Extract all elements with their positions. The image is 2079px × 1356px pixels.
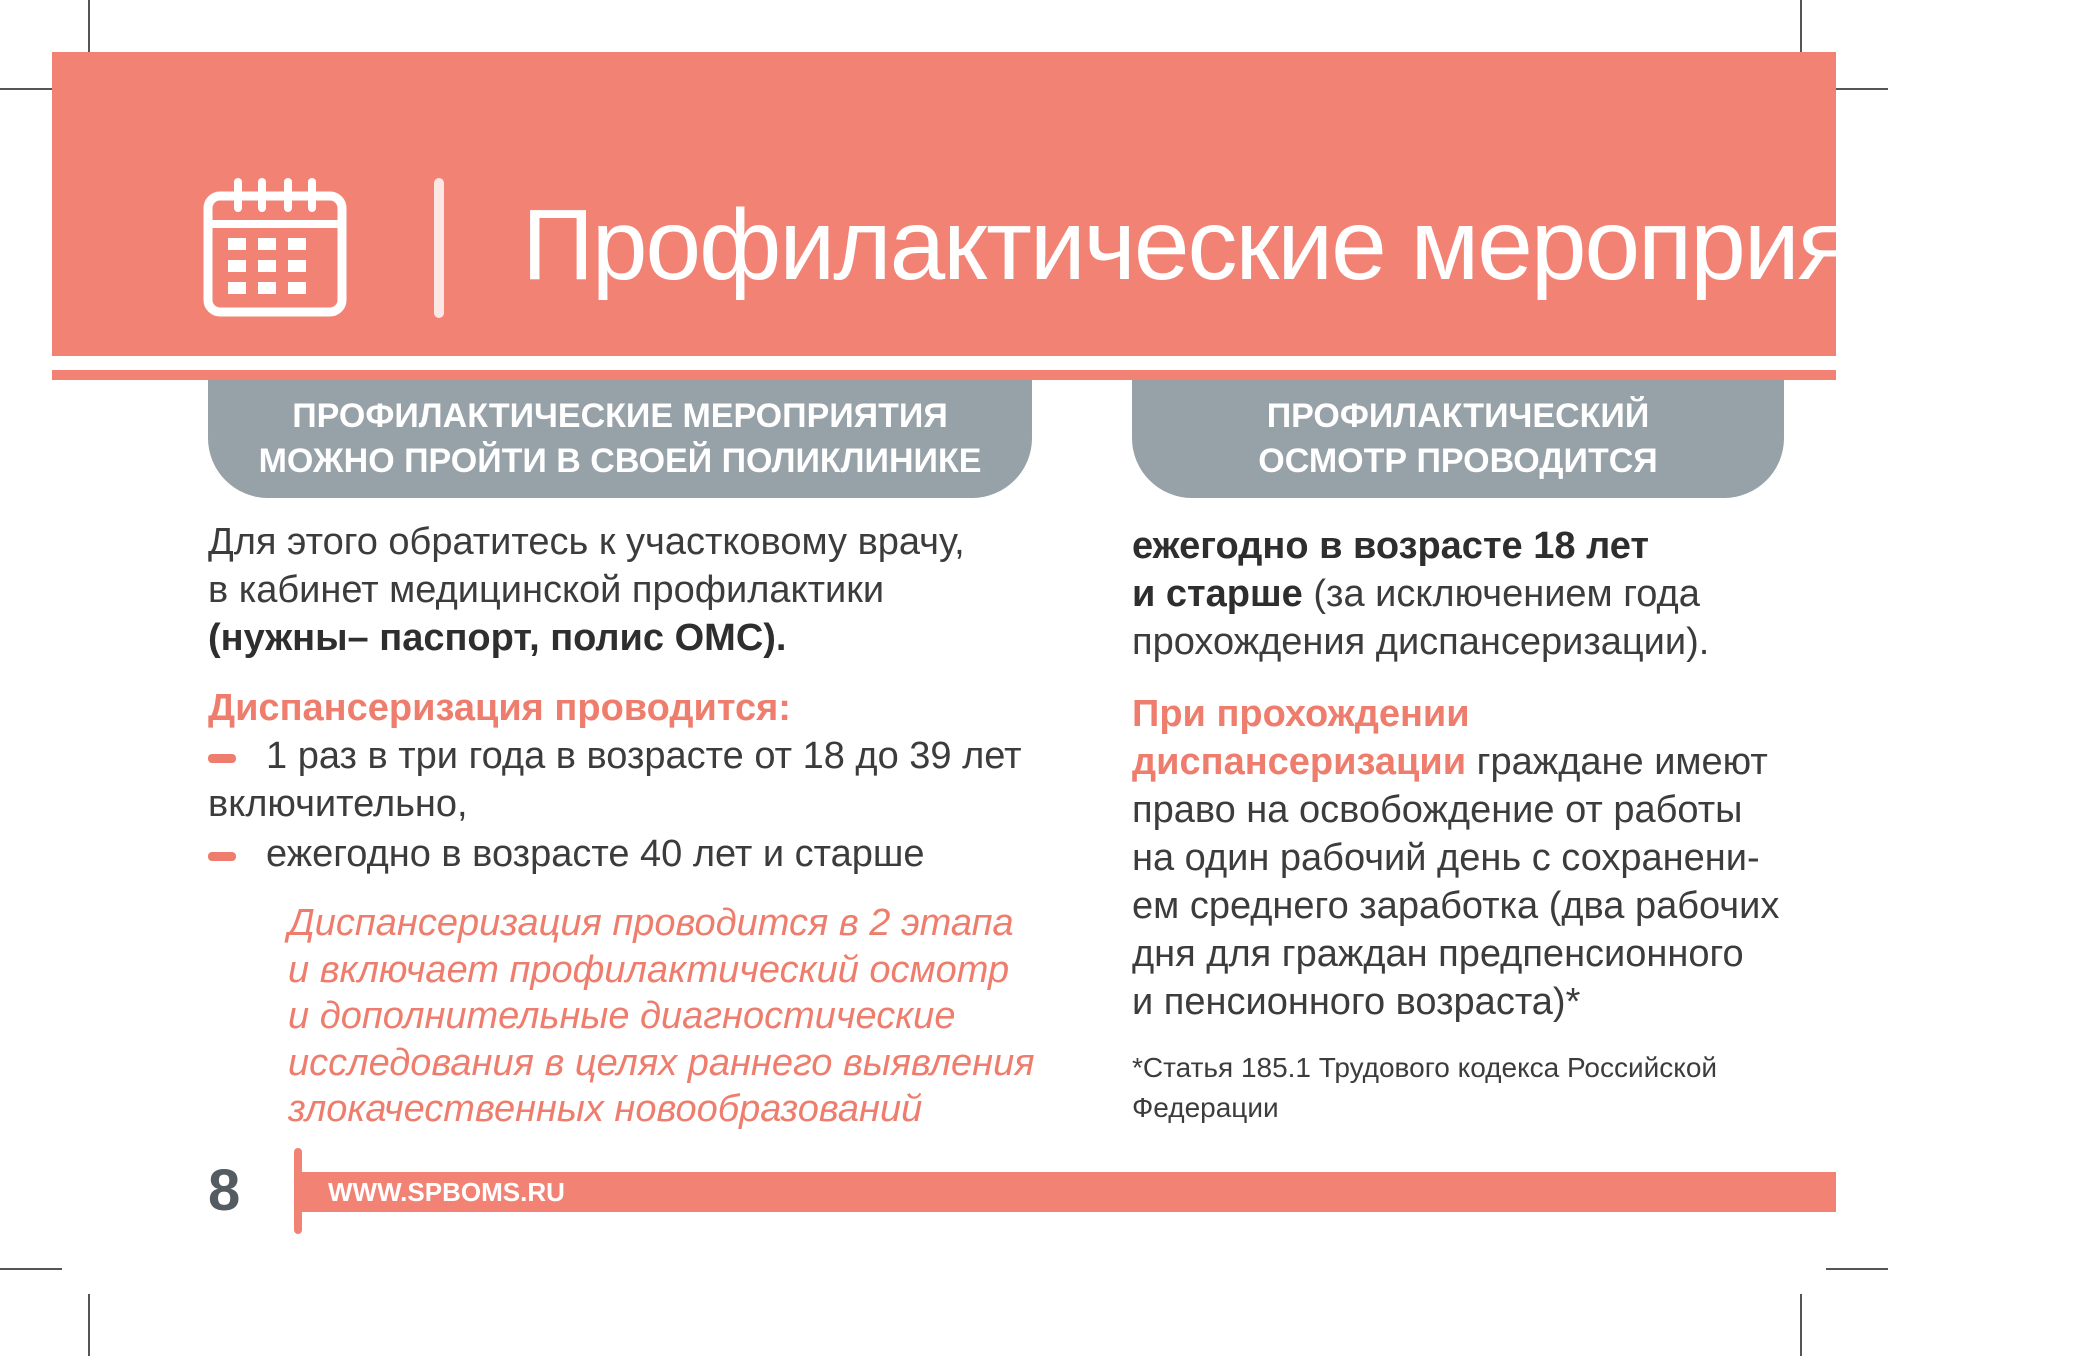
intro-required-docs: (нужны– паспорт, полис ОМС). <box>208 617 787 659</box>
note-line: Диспансеризация проводится в 2 этапа <box>288 902 1014 944</box>
leave-heading-cont: диспансеризации <box>1132 741 1467 783</box>
leave-heading: При прохождении <box>1132 693 1470 735</box>
note-line: злокачественных новообразований <box>288 1088 923 1130</box>
right-exam-paragraph <box>1132 522 1832 666</box>
header-divider <box>434 178 444 318</box>
crop-mark <box>0 1268 62 1270</box>
crop-mark <box>1826 1268 1888 1270</box>
exam-exception-line: прохождения диспансеризации). <box>1132 621 1710 663</box>
note-line: исследования в целях раннего выявления <box>288 1041 1035 1084</box>
exam-age: и старше <box>1132 573 1303 615</box>
footer-divider <box>294 1148 302 1234</box>
calendar-icon <box>200 178 350 320</box>
right-tab-title-line1: ПРОФИЛАКТИЧЕСКИЙ <box>1266 397 1650 435</box>
exam-exception: (за исключением года <box>1302 573 1700 615</box>
header-underline <box>52 370 1836 380</box>
disp-item-1-line2: включительно, <box>208 783 468 825</box>
leave-line: право на освобождение от работы <box>1132 789 1743 831</box>
disp-item-2: ежегодно в возрасте 40 лет и старше <box>266 833 925 875</box>
disp-item-1-line1: 1 раз в три года в возрасте от 18 до 39 лет <box>266 735 1022 777</box>
dash-bullet <box>208 852 236 861</box>
leave-line: на один рабочий день с сохранени- <box>1132 837 1760 879</box>
leave-line: ем среднего заработка (два рабочих <box>1132 885 1780 927</box>
note-line: и дополнительные диагностические <box>288 995 956 1037</box>
intro-line: в кабинет медицинской профилактики <box>208 569 885 611</box>
website-link[interactable]: WWW.SPBOMS.RU <box>328 1177 565 1207</box>
page-number: 8 <box>208 1158 241 1223</box>
crop-mark <box>1800 1294 1802 1356</box>
exam-frequency: ежегодно в возрасте 18 лет <box>1132 525 1649 567</box>
disp-item-1 <box>208 732 1048 828</box>
page-title: Профилактические мероприятия – <box>522 189 2079 301</box>
footnote-line: Федерации <box>1132 1092 1279 1123</box>
right-section-tab <box>1132 380 1784 498</box>
left-tab-title-line2: МОЖНО ПРОЙТИ В СВОЕЙ ПОЛИКЛИНИКЕ <box>258 442 982 480</box>
right-leave-paragraph <box>1132 690 1832 1026</box>
intro-line: Для этого обратитесь к участковому врачу, <box>208 521 965 563</box>
left-intro <box>208 518 1048 662</box>
leave-line: дня для граждан предпенсионного <box>1132 933 1744 975</box>
note-line: и включает профилактический осмотр <box>288 948 1010 991</box>
leave-text: граждане имеют <box>1466 741 1768 783</box>
disp-heading: Диспансеризация проводится: <box>208 687 791 729</box>
footnote-line: *Статья 185.1 Трудового кодекса Российской <box>1132 1052 1718 1083</box>
footnote <box>1132 1048 1822 1128</box>
left-section-tab <box>208 380 1032 498</box>
left-tab-title-line1: ПРОФИЛАКТИЧЕСКИЕ МЕРОПРИЯТИЯ <box>292 397 948 435</box>
disp-stages-note <box>288 900 1048 1133</box>
crop-mark <box>88 1294 90 1356</box>
leave-line: и пенсионного возраста)* <box>1132 981 1581 1023</box>
right-tab-title-line2: ОСМОТР ПРОВОДИТСЯ <box>1258 442 1658 480</box>
